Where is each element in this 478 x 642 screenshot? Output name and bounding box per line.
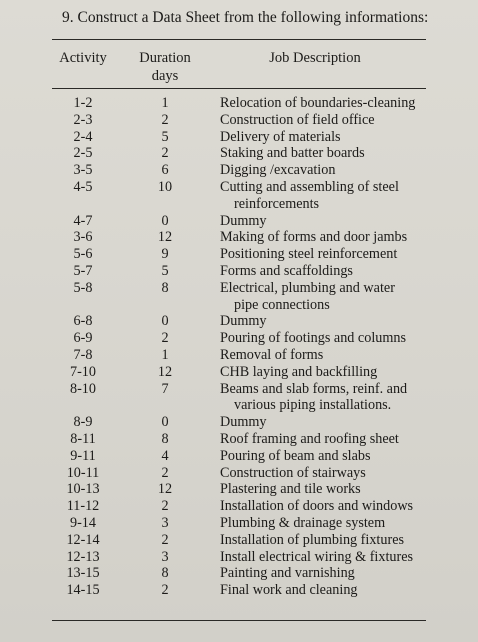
column-header-duration (130, 49, 200, 85)
table-row (52, 280, 426, 314)
table-row (52, 129, 426, 146)
table-row (52, 145, 426, 162)
description-cell (220, 515, 430, 532)
description-cell (220, 582, 430, 599)
description-text: Removal of forms (220, 346, 324, 363)
table-row (52, 347, 426, 364)
description-cell (220, 112, 430, 129)
description-text: Roof framing and roofing sheet (220, 430, 399, 447)
description-cell (220, 347, 430, 364)
duration-cell: 0 (161, 414, 169, 431)
description-cell (220, 364, 430, 381)
table-row (52, 246, 426, 263)
activity-cell: 10-11 (66, 464, 100, 481)
duration-cell: 2 (161, 111, 169, 128)
description-text: Beams and slab forms, reinf. and (220, 380, 408, 397)
description-continuation: various piping installations. (234, 397, 392, 414)
activity-cell: 2-3 (73, 111, 93, 128)
description-text: Pouring of footings and columns (220, 330, 407, 347)
table-row (52, 448, 426, 465)
activity-cell: 10-13 (66, 481, 100, 498)
description-cell (220, 431, 430, 448)
table-header-rule (52, 88, 426, 89)
activity-cell: 6-9 (73, 330, 93, 347)
table-row (52, 95, 426, 112)
column-header-activity-label: Activity (59, 50, 107, 66)
duration-cell: 2 (161, 330, 169, 347)
duration-cell: 2 (161, 464, 169, 481)
activity-cell: 14-15 (66, 582, 100, 599)
column-header-duration-line1: Duration (139, 50, 191, 66)
column-header-duration-line2: days (151, 68, 179, 84)
description-text: Staking and batter boards (220, 145, 365, 162)
duration-cell: 1 (161, 95, 169, 111)
table-row (52, 414, 426, 431)
duration-cell: 12 (157, 481, 173, 498)
activity-cell: 8-10 (69, 380, 96, 397)
duration-cell: 6 (161, 162, 169, 179)
duration-cell: 0 (161, 212, 169, 229)
table-row (52, 263, 426, 280)
description-cell (220, 129, 430, 146)
duration-cell: 9 (161, 246, 169, 263)
description-text: Pouring of beam and slabs (220, 447, 371, 464)
table-row (52, 582, 426, 599)
description-cell (220, 381, 430, 415)
description-text: Relocation of boundaries-cleaning (220, 95, 416, 111)
activity-cell: 1-2 (73, 95, 93, 111)
table-bottom-rule (52, 620, 426, 621)
description-cell (220, 246, 430, 263)
description-text: Digging /excavation (220, 162, 336, 179)
activity-cell: 2-5 (73, 145, 93, 162)
table-row (52, 549, 426, 566)
duration-cell: 2 (161, 145, 169, 162)
description-text: Final work and cleaning (220, 582, 358, 599)
activity-cell: 9-14 (69, 514, 96, 531)
description-text: Dummy (220, 212, 267, 229)
duration-cell: 10 (157, 178, 173, 195)
description-cell (220, 414, 430, 431)
description-continuation: pipe connections (234, 296, 330, 313)
duration-cell: 3 (161, 514, 169, 531)
description-text: Installation of doors and windows (220, 498, 414, 515)
activity-cell: 7-8 (73, 346, 93, 363)
description-cell (220, 162, 430, 179)
duration-cell: 5 (161, 262, 169, 279)
description-text: Plastering and tile works (220, 481, 361, 498)
description-cell (220, 145, 430, 162)
duration-cell: 2 (161, 531, 169, 548)
description-cell (220, 280, 430, 314)
activity-cell: 12-14 (66, 531, 100, 548)
table-row (52, 381, 426, 415)
table-row (52, 313, 426, 330)
description-cell (220, 313, 430, 330)
table-row (52, 515, 426, 532)
description-text: Cutting and assembling of steel (220, 178, 399, 195)
table-row (52, 431, 426, 448)
description-cell (220, 179, 430, 213)
duration-cell: 2 (161, 582, 169, 599)
question-heading: 9. Construct a Data Sheet from the following informations: (62, 9, 429, 26)
activity-cell: 3-6 (73, 229, 93, 246)
activity-cell: 8-11 (70, 430, 96, 447)
description-cell (220, 532, 430, 549)
description-text: Painting and varnishing (220, 565, 355, 582)
duration-cell: 5 (161, 128, 169, 145)
activity-cell: 6-8 (73, 313, 93, 330)
table-top-rule (52, 39, 426, 40)
duration-cell: 3 (161, 548, 169, 565)
duration-cell: 12 (157, 363, 173, 380)
description-cell (220, 565, 430, 582)
description-cell (220, 330, 430, 347)
column-header-activity (52, 49, 114, 67)
description-text: Making of forms and door jambs (220, 229, 408, 246)
table-row (52, 498, 426, 515)
duration-cell: 8 (161, 279, 169, 296)
duration-cell: 8 (161, 565, 169, 582)
table-row (52, 213, 426, 230)
description-text: Positioning steel reinforcement (220, 246, 398, 263)
activity-cell: 5-8 (73, 279, 93, 296)
activity-cell: 5-6 (73, 246, 93, 263)
duration-cell: 7 (161, 380, 169, 397)
description-text: Install electrical wiring & fixtures (220, 548, 414, 565)
description-text: CHB laying and backfilling (220, 363, 378, 380)
duration-cell: 12 (157, 229, 173, 246)
activity-cell: 12-13 (66, 548, 100, 565)
description-cell (220, 213, 430, 230)
description-text: Plumbing & drainage system (220, 514, 386, 531)
table-row (52, 364, 426, 381)
description-text: Delivery of materials (220, 128, 341, 145)
table-row (52, 229, 426, 246)
activity-cell: 9-11 (70, 447, 96, 464)
table-row (52, 532, 426, 549)
table-row (52, 179, 426, 213)
description-cell (220, 465, 430, 482)
description-cell (220, 481, 430, 498)
activity-cell: 8-9 (73, 414, 93, 431)
description-cell (220, 263, 430, 280)
description-text: Electrical, plumbing and water (220, 279, 395, 296)
activity-cell: 11-12 (66, 498, 100, 515)
table-row (52, 565, 426, 582)
activity-cell: 4-7 (73, 212, 93, 229)
duration-cell: 0 (161, 313, 169, 330)
activity-cell: 5-7 (73, 262, 93, 279)
table-row (52, 112, 426, 129)
table-row (52, 481, 426, 498)
description-text: Dummy (220, 414, 267, 431)
table-row (52, 465, 426, 482)
column-header-description-label: Job Description (269, 50, 361, 66)
activity-cell: 4-5 (73, 178, 93, 195)
duration-cell: 8 (161, 430, 169, 447)
description-cell (220, 229, 430, 246)
activity-cell: 13-15 (66, 565, 100, 582)
duration-cell: 1 (161, 346, 169, 363)
description-text: Construction of field office (220, 111, 375, 128)
description-text: Dummy (220, 313, 267, 330)
table-body (52, 95, 426, 599)
column-header-description (220, 49, 410, 67)
description-cell (220, 95, 430, 112)
table-row (52, 330, 426, 347)
duration-cell: 2 (161, 498, 169, 515)
description-text: Construction of stairways (220, 464, 366, 481)
description-continuation: reinforcements (234, 195, 320, 212)
description-cell (220, 549, 430, 566)
table-row (52, 162, 426, 179)
duration-cell: 4 (161, 447, 169, 464)
activity-cell: 7-10 (69, 363, 96, 380)
description-text: Installation of plumbing fixtures (220, 531, 405, 548)
description-cell (220, 448, 430, 465)
activity-cell: 3-5 (73, 162, 93, 179)
description-cell (220, 498, 430, 515)
activity-cell: 2-4 (73, 128, 93, 145)
description-text: Forms and scaffoldings (220, 262, 353, 279)
